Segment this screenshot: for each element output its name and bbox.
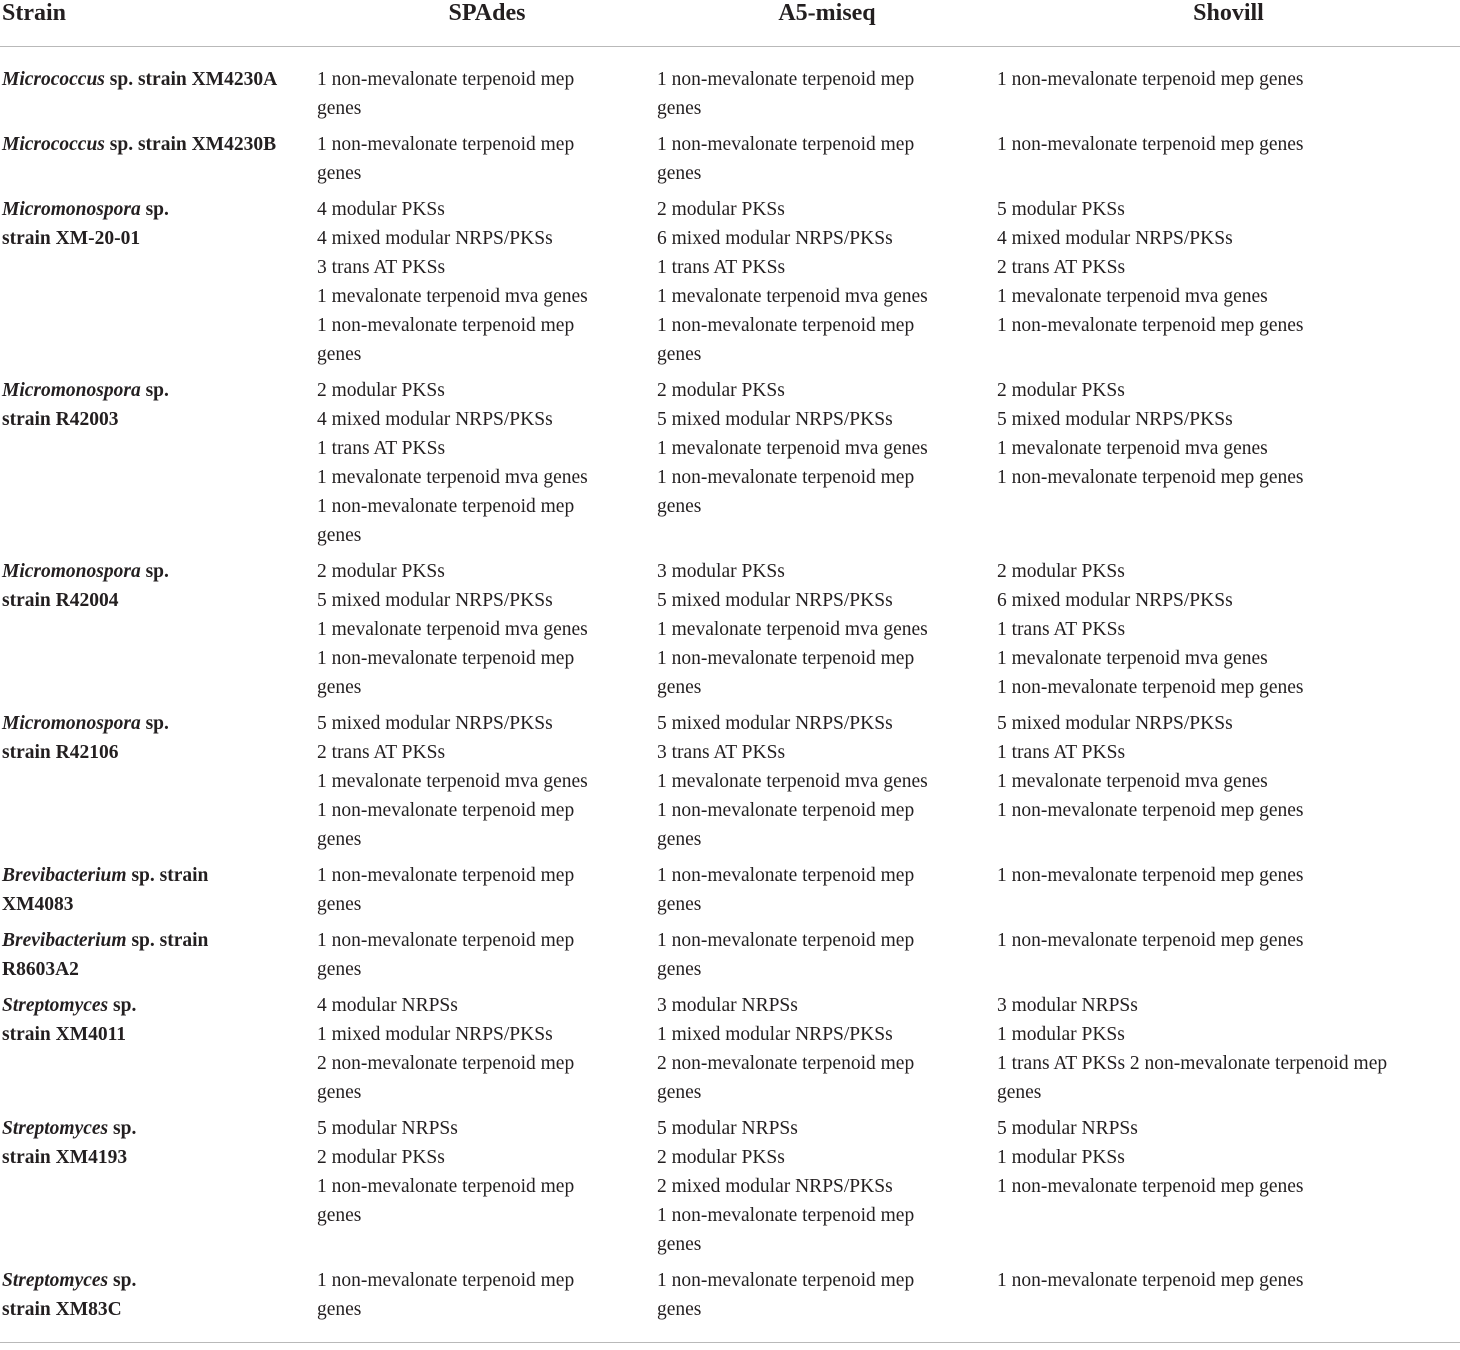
cluster-entry: 2 trans AT PKSs: [997, 257, 1126, 278]
strain-designation: strain XM83C: [2, 1299, 122, 1320]
cluster-entry: 1 non-mevalonate terpenoid mep: [317, 315, 575, 336]
strain-cell: [0, 857, 317, 922]
cluster-entry: 5 modular PKSs: [997, 199, 1125, 220]
cluster-entry: 1 non-mevalonate terpenoid mep genes: [997, 677, 1304, 698]
cluster-entry: genes: [657, 1234, 702, 1255]
cluster-entry: 4 mixed modular NRPS/PKSs: [997, 228, 1233, 249]
strain-designation: sp.: [140, 713, 169, 734]
shovill-cell: [997, 47, 1460, 127]
cluster-entry: 4 modular PKSs: [317, 199, 445, 220]
a5-miseq-cell: [657, 47, 997, 127]
spades-cell: [317, 372, 657, 553]
strain-designation: strain R42106: [2, 742, 119, 763]
cluster-entry: 4 modular NRPSs: [317, 995, 458, 1016]
cluster-entry: 1 non-mevalonate terpenoid mep genes: [997, 134, 1304, 155]
spades-cell: [317, 47, 657, 127]
strain-designation: strain XM4011: [2, 1024, 127, 1045]
cluster-entry: 2 modular PKSs: [997, 380, 1125, 401]
cluster-entry: 1 non-mevalonate terpenoid mep: [317, 1270, 575, 1291]
cluster-entry: 1 non-mevalonate terpenoid mep genes: [997, 865, 1304, 886]
strain-name-line: [2, 65, 317, 94]
cluster-entry: genes: [657, 98, 702, 119]
shovill-cell: [997, 553, 1460, 705]
strain-cell: [0, 126, 317, 191]
cluster-entry: 6 mixed modular NRPS/PKSs: [657, 228, 893, 249]
cluster-entry: 2 modular PKSs: [657, 380, 785, 401]
strain-name-line: [2, 1295, 317, 1324]
cluster-entry: genes: [657, 1082, 702, 1103]
table-row: [0, 705, 1460, 857]
shovill-cell: [997, 372, 1460, 553]
cluster-entry: 2 modular PKSs: [317, 380, 445, 401]
cluster-entry: 5 mixed modular NRPS/PKSs: [317, 713, 553, 734]
cluster-entry: genes: [997, 1082, 1042, 1103]
cluster-entry: 1 modular PKSs: [997, 1147, 1125, 1168]
cluster-entry: 1 non-mevalonate terpenoid mep: [657, 1270, 915, 1291]
strain-genus: Micromonospora: [2, 199, 141, 220]
cluster-entry: 1 mixed modular NRPS/PKSs: [657, 1024, 893, 1045]
strain-name-line: [2, 195, 317, 224]
strain-designation: sp.: [108, 995, 137, 1016]
cluster-entry: 1 non-mevalonate terpenoid mep: [317, 496, 575, 517]
cluster-entry: 1 non-mevalonate terpenoid mep: [657, 134, 915, 155]
cluster-entry: 3 modular NRPSs: [997, 995, 1138, 1016]
strain-name-line: [2, 405, 317, 434]
spades-cell: [317, 1110, 657, 1262]
cluster-entry: 5 mixed modular NRPS/PKSs: [997, 409, 1233, 430]
cluster-entry: 3 modular PKSs: [657, 561, 785, 582]
cluster-entry: 2 trans AT PKSs: [317, 742, 446, 763]
cluster-entry: genes: [657, 894, 702, 915]
shovill-cell: [997, 1110, 1460, 1262]
strain-designation: sp. strain XM4230A: [104, 69, 278, 90]
header-spades: SPAdes: [317, 0, 657, 47]
strain-designation: sp.: [140, 561, 169, 582]
strain-designation: sp. strain XM4230B: [104, 134, 277, 155]
cluster-entry: genes: [317, 1082, 362, 1103]
strain-designation: sp.: [108, 1270, 137, 1291]
strain-name-line: [2, 926, 317, 955]
cluster-entry: 1 mevalonate terpenoid mva genes: [657, 438, 928, 459]
cluster-entry: 1 non-mevalonate terpenoid mep genes: [997, 1270, 1304, 1291]
cluster-entry: 1 non-mevalonate terpenoid mep genes: [997, 800, 1304, 821]
table-row: [0, 553, 1460, 705]
strain-name-line: [2, 861, 317, 890]
strain-name-line: [2, 991, 317, 1020]
cluster-entry: genes: [317, 677, 362, 698]
strain-cell: [0, 372, 317, 553]
strain-name-line: [2, 890, 317, 919]
spades-cell: [317, 857, 657, 922]
spades-cell: [317, 705, 657, 857]
strain-name-line: [2, 955, 317, 984]
table-row: [0, 987, 1460, 1110]
header-a5-miseq: A5-miseq: [657, 0, 997, 47]
cluster-entry: 2 modular PKSs: [657, 199, 785, 220]
table-row: [0, 922, 1460, 987]
cluster-entry: genes: [317, 1205, 362, 1226]
cluster-entry: 2 modular PKSs: [317, 1147, 445, 1168]
cluster-entry: 1 non-mevalonate terpenoid mep: [317, 648, 575, 669]
cluster-entry: 1 modular PKSs: [997, 1024, 1125, 1045]
spades-cell: [317, 191, 657, 372]
header-row: [0, 0, 1460, 47]
cluster-entry: 1 non-mevalonate terpenoid mep: [317, 865, 575, 886]
cluster-entry: 3 trans AT PKSs: [657, 742, 786, 763]
cluster-entry: genes: [317, 344, 362, 365]
spades-cell: [317, 126, 657, 191]
cluster-entry: 5 modular NRPSs: [657, 1118, 798, 1139]
cluster-entry: 1 trans AT PKSs 2 non-mevalonate terpenoid mep: [997, 1053, 1388, 1074]
cluster-entry: 5 mixed modular NRPS/PKSs: [317, 590, 553, 611]
strain-designation: sp. strain: [126, 865, 209, 886]
a5-miseq-cell: [657, 705, 997, 857]
strain-designation: strain XM4193: [2, 1147, 128, 1168]
table-header: [0, 0, 1460, 47]
table-row: [0, 857, 1460, 922]
cluster-entry: 2 mixed modular NRPS/PKSs: [657, 1176, 893, 1197]
cluster-entry: 6 mixed modular NRPS/PKSs: [997, 590, 1233, 611]
a5-miseq-cell: [657, 1262, 997, 1343]
strain-designation: strain R42004: [2, 590, 119, 611]
strain-designation: sp.: [140, 199, 169, 220]
cluster-entry: 1 non-mevalonate terpenoid mep: [317, 69, 575, 90]
cluster-entry: genes: [317, 1299, 362, 1320]
cluster-entry: 1 mevalonate terpenoid mva genes: [997, 286, 1268, 307]
cluster-entry: 1 non-mevalonate terpenoid mep genes: [997, 315, 1304, 336]
cluster-entry: 3 modular NRPSs: [657, 995, 798, 1016]
spades-cell: [317, 922, 657, 987]
cluster-entry: genes: [657, 829, 702, 850]
table-body: [0, 47, 1460, 1343]
shovill-cell: [997, 1262, 1460, 1343]
cluster-entry: 3 trans AT PKSs: [317, 257, 446, 278]
cluster-entry: 1 mevalonate terpenoid mva genes: [317, 619, 588, 640]
cluster-entry: 2 modular PKSs: [997, 561, 1125, 582]
table-row: [0, 372, 1460, 553]
strain-name-line: [2, 1020, 317, 1049]
strain-genus: Micromonospora: [2, 713, 141, 734]
cluster-entry: 1 non-mevalonate terpenoid mep: [317, 930, 575, 951]
cluster-entry: genes: [317, 163, 362, 184]
strain-cell: [0, 47, 317, 127]
strain-designation: sp.: [108, 1118, 137, 1139]
a5-miseq-cell: [657, 372, 997, 553]
strain-genus: Micrococcus: [2, 69, 105, 90]
a5-miseq-cell: [657, 553, 997, 705]
table-row: [0, 1262, 1460, 1343]
cluster-entry: 1 mixed modular NRPS/PKSs: [317, 1024, 553, 1045]
strain-name-line: [2, 1114, 317, 1143]
cluster-entry: 1 trans AT PKSs: [657, 257, 786, 278]
cluster-entry: genes: [317, 98, 362, 119]
cluster-entry: genes: [317, 829, 362, 850]
strain-designation: sp.: [140, 380, 169, 401]
cluster-entry: 2 modular PKSs: [657, 1147, 785, 1168]
cluster-entry: genes: [657, 1299, 702, 1320]
strain-genus: Micromonospora: [2, 561, 141, 582]
cluster-entry: genes: [657, 163, 702, 184]
a5-miseq-cell: [657, 922, 997, 987]
cluster-entry: 1 non-mevalonate terpenoid mep: [317, 1176, 575, 1197]
shovill-cell: [997, 126, 1460, 191]
cluster-entry: 5 mixed modular NRPS/PKSs: [997, 713, 1233, 734]
spades-cell: [317, 1262, 657, 1343]
cluster-entry: 1 non-mevalonate terpenoid mep: [657, 315, 915, 336]
spades-cell: [317, 987, 657, 1110]
cluster-entry: 1 non-mevalonate terpenoid mep: [317, 800, 575, 821]
cluster-entry: 1 trans AT PKSs: [317, 438, 446, 459]
shovill-cell: [997, 191, 1460, 372]
cluster-entry: 2 non-mevalonate terpenoid mep: [657, 1053, 915, 1074]
strain-name-line: [2, 738, 317, 767]
cluster-entry: 1 non-mevalonate terpenoid mep: [657, 69, 915, 90]
a5-miseq-cell: [657, 987, 997, 1110]
shovill-cell: [997, 705, 1460, 857]
a5-miseq-cell: [657, 126, 997, 191]
a5-miseq-cell: [657, 1110, 997, 1262]
cluster-entry: 1 non-mevalonate terpenoid mep: [657, 648, 915, 669]
cluster-entry: 1 mevalonate terpenoid mva genes: [997, 648, 1268, 669]
cluster-entry: 1 mevalonate terpenoid mva genes: [317, 467, 588, 488]
cluster-entry: 1 non-mevalonate terpenoid mep: [657, 467, 915, 488]
strain-genus: Micromonospora: [2, 380, 141, 401]
cluster-entry: 1 non-mevalonate terpenoid mep: [317, 134, 575, 155]
cluster-entry: 1 non-mevalonate terpenoid mep: [657, 800, 915, 821]
strain-name-line: [2, 586, 317, 615]
strain-cell: [0, 705, 317, 857]
cluster-entry: 1 non-mevalonate terpenoid mep genes: [997, 467, 1304, 488]
strain-cell: [0, 553, 317, 705]
strain-cell: [0, 1110, 317, 1262]
strain-cell: [0, 987, 317, 1110]
cluster-entry: genes: [317, 525, 362, 546]
cluster-entry: 2 non-mevalonate terpenoid mep: [317, 1053, 575, 1074]
cluster-entry: genes: [657, 496, 702, 517]
cluster-entry: 1 mevalonate terpenoid mva genes: [997, 438, 1268, 459]
cluster-entry: 4 mixed modular NRPS/PKSs: [317, 228, 553, 249]
cluster-entry: 1 non-mevalonate terpenoid mep: [657, 865, 915, 886]
strain-genus: Micrococcus: [2, 134, 105, 155]
cluster-entry: 4 mixed modular NRPS/PKSs: [317, 409, 553, 430]
cluster-entry: 1 non-mevalonate terpenoid mep genes: [997, 69, 1304, 90]
strain-cell: [0, 1262, 317, 1343]
cluster-entry: 1 non-mevalonate terpenoid mep: [657, 930, 915, 951]
header-shovill: Shovill: [997, 0, 1460, 47]
strain-genus: Streptomyces: [2, 995, 109, 1016]
cluster-entry: genes: [317, 959, 362, 980]
strain-genus: Brevibacterium: [2, 930, 127, 951]
shovill-cell: [997, 987, 1460, 1110]
cluster-entry: genes: [657, 344, 702, 365]
strain-name-line: [2, 376, 317, 405]
cluster-entry: 5 mixed modular NRPS/PKSs: [657, 590, 893, 611]
strain-name-line: [2, 224, 317, 253]
shovill-cell: [997, 857, 1460, 922]
strain-designation: strain XM-20-01: [2, 228, 141, 249]
spades-cell: [317, 553, 657, 705]
strain-name-line: [2, 1143, 317, 1172]
cluster-entry: 1 mevalonate terpenoid mva genes: [657, 286, 928, 307]
cluster-entry: genes: [657, 959, 702, 980]
cluster-entry: 1 mevalonate terpenoid mva genes: [317, 771, 588, 792]
strain-name-line: [2, 130, 317, 159]
cluster-entry: 5 mixed modular NRPS/PKSs: [657, 409, 893, 430]
strain-genus: Brevibacterium: [2, 865, 127, 886]
strain-cell: [0, 922, 317, 987]
cluster-entry: 5 mixed modular NRPS/PKSs: [657, 713, 893, 734]
shovill-cell: [997, 922, 1460, 987]
cluster-entry: 1 trans AT PKSs: [997, 619, 1126, 640]
cluster-entry: 5 modular NRPSs: [317, 1118, 458, 1139]
cluster-entry: 1 mevalonate terpenoid mva genes: [657, 619, 928, 640]
cluster-entry: 1 non-mevalonate terpenoid mep: [657, 1205, 915, 1226]
strain-designation: XM4083: [2, 894, 74, 915]
table-row: [0, 191, 1460, 372]
strain-name-line: [2, 709, 317, 738]
header-strain: Strain: [0, 0, 317, 47]
cluster-entry: 5 modular NRPSs: [997, 1118, 1138, 1139]
cluster-entry: 1 mevalonate terpenoid mva genes: [317, 286, 588, 307]
strain-designation: R8603A2: [2, 959, 79, 980]
table-row: [0, 1110, 1460, 1262]
strain-cell: [0, 191, 317, 372]
cluster-entry: 1 non-mevalonate terpenoid mep genes: [997, 930, 1304, 951]
cluster-entry: genes: [657, 677, 702, 698]
strain-designation: sp. strain: [126, 930, 209, 951]
strain-designation: strain R42003: [2, 409, 119, 430]
cluster-entry: 2 modular PKSs: [317, 561, 445, 582]
cluster-entry: genes: [317, 894, 362, 915]
strain-name-line: [2, 1266, 317, 1295]
a5-miseq-cell: [657, 857, 997, 922]
strain-genus: Streptomyces: [2, 1270, 109, 1291]
strain-genus: Streptomyces: [2, 1118, 109, 1139]
strain-name-line: [2, 557, 317, 586]
cluster-entry: 1 mevalonate terpenoid mva genes: [997, 771, 1268, 792]
cluster-entry: 1 trans AT PKSs: [997, 742, 1126, 763]
cluster-entry: 1 mevalonate terpenoid mva genes: [657, 771, 928, 792]
table-row: [0, 47, 1460, 127]
a5-miseq-cell: [657, 191, 997, 372]
cluster-entry: 1 non-mevalonate terpenoid mep genes: [997, 1176, 1304, 1197]
table-row: [0, 126, 1460, 191]
